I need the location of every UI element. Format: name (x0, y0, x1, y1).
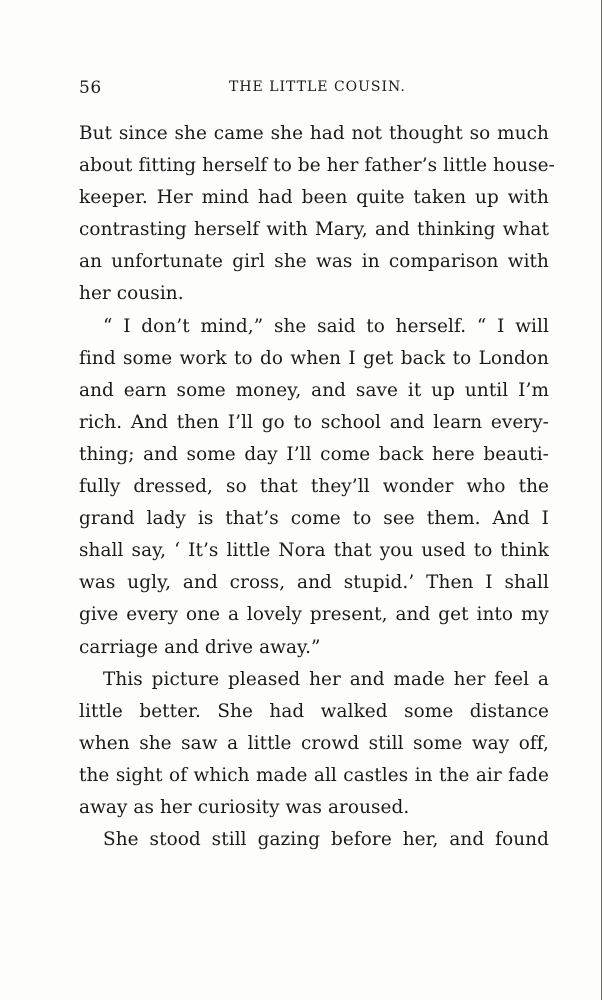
text-line: find some work to do when I get back to London (79, 347, 549, 369)
text-line: “ I don’t mind,” she said to herself. “ I will (103, 315, 549, 337)
text-line: when she saw a little crowd still some way off, (79, 732, 549, 754)
paragraph (79, 311, 549, 664)
text-line: give every one a lovely present, and get into my (79, 604, 549, 626)
text-line: She stood still gazing before her, and found (103, 829, 549, 851)
text-line: carriage and drive away.” (79, 636, 321, 658)
text-line: shall say, ‘ It’s little Nora that you used to think (79, 540, 549, 562)
text-line: an unfortunate girl she was in comparison with (79, 251, 549, 273)
text-line: thing; and some day I’ll come back here beauti- (79, 443, 549, 465)
body-text (79, 118, 555, 856)
text-line: little better. She had walked some distance (79, 700, 549, 722)
text-line: But since she came she had not thought so much (79, 123, 549, 144)
text-line: about fitting herself to be her father’s little house- (79, 155, 555, 177)
text-line: keeper. Her mind had been quite taken up with (79, 187, 549, 209)
text-line: and earn some money, and save it up until I’m (79, 379, 549, 401)
paragraph (79, 664, 549, 824)
paragraph (79, 824, 549, 856)
text-line: away as her curiosity was aroused. (79, 796, 410, 818)
paragraph (79, 118, 555, 311)
text-line: rich. And then I’ll go to school and learn every- (79, 411, 549, 433)
page-number: 56 (79, 78, 102, 98)
running-head: THE LITTLE COUSIN. (229, 79, 406, 95)
page-edge-line (601, 0, 602, 1000)
text-line: This picture pleased her and made her feel a (103, 668, 549, 690)
text-line: the sight of which made all castles in the air fade (79, 764, 549, 786)
text-line: contrasting herself with Mary, and thinking what (79, 219, 549, 241)
text-line: her cousin. (79, 283, 184, 305)
text-line: fully dressed, so that they’ll wonder who the (79, 476, 549, 498)
page-header (79, 78, 549, 102)
text-line: grand lady is that’s come to see them. And I (79, 508, 549, 530)
text-line: was ugly, and cross, and stupid.’ Then I shall (79, 572, 549, 594)
